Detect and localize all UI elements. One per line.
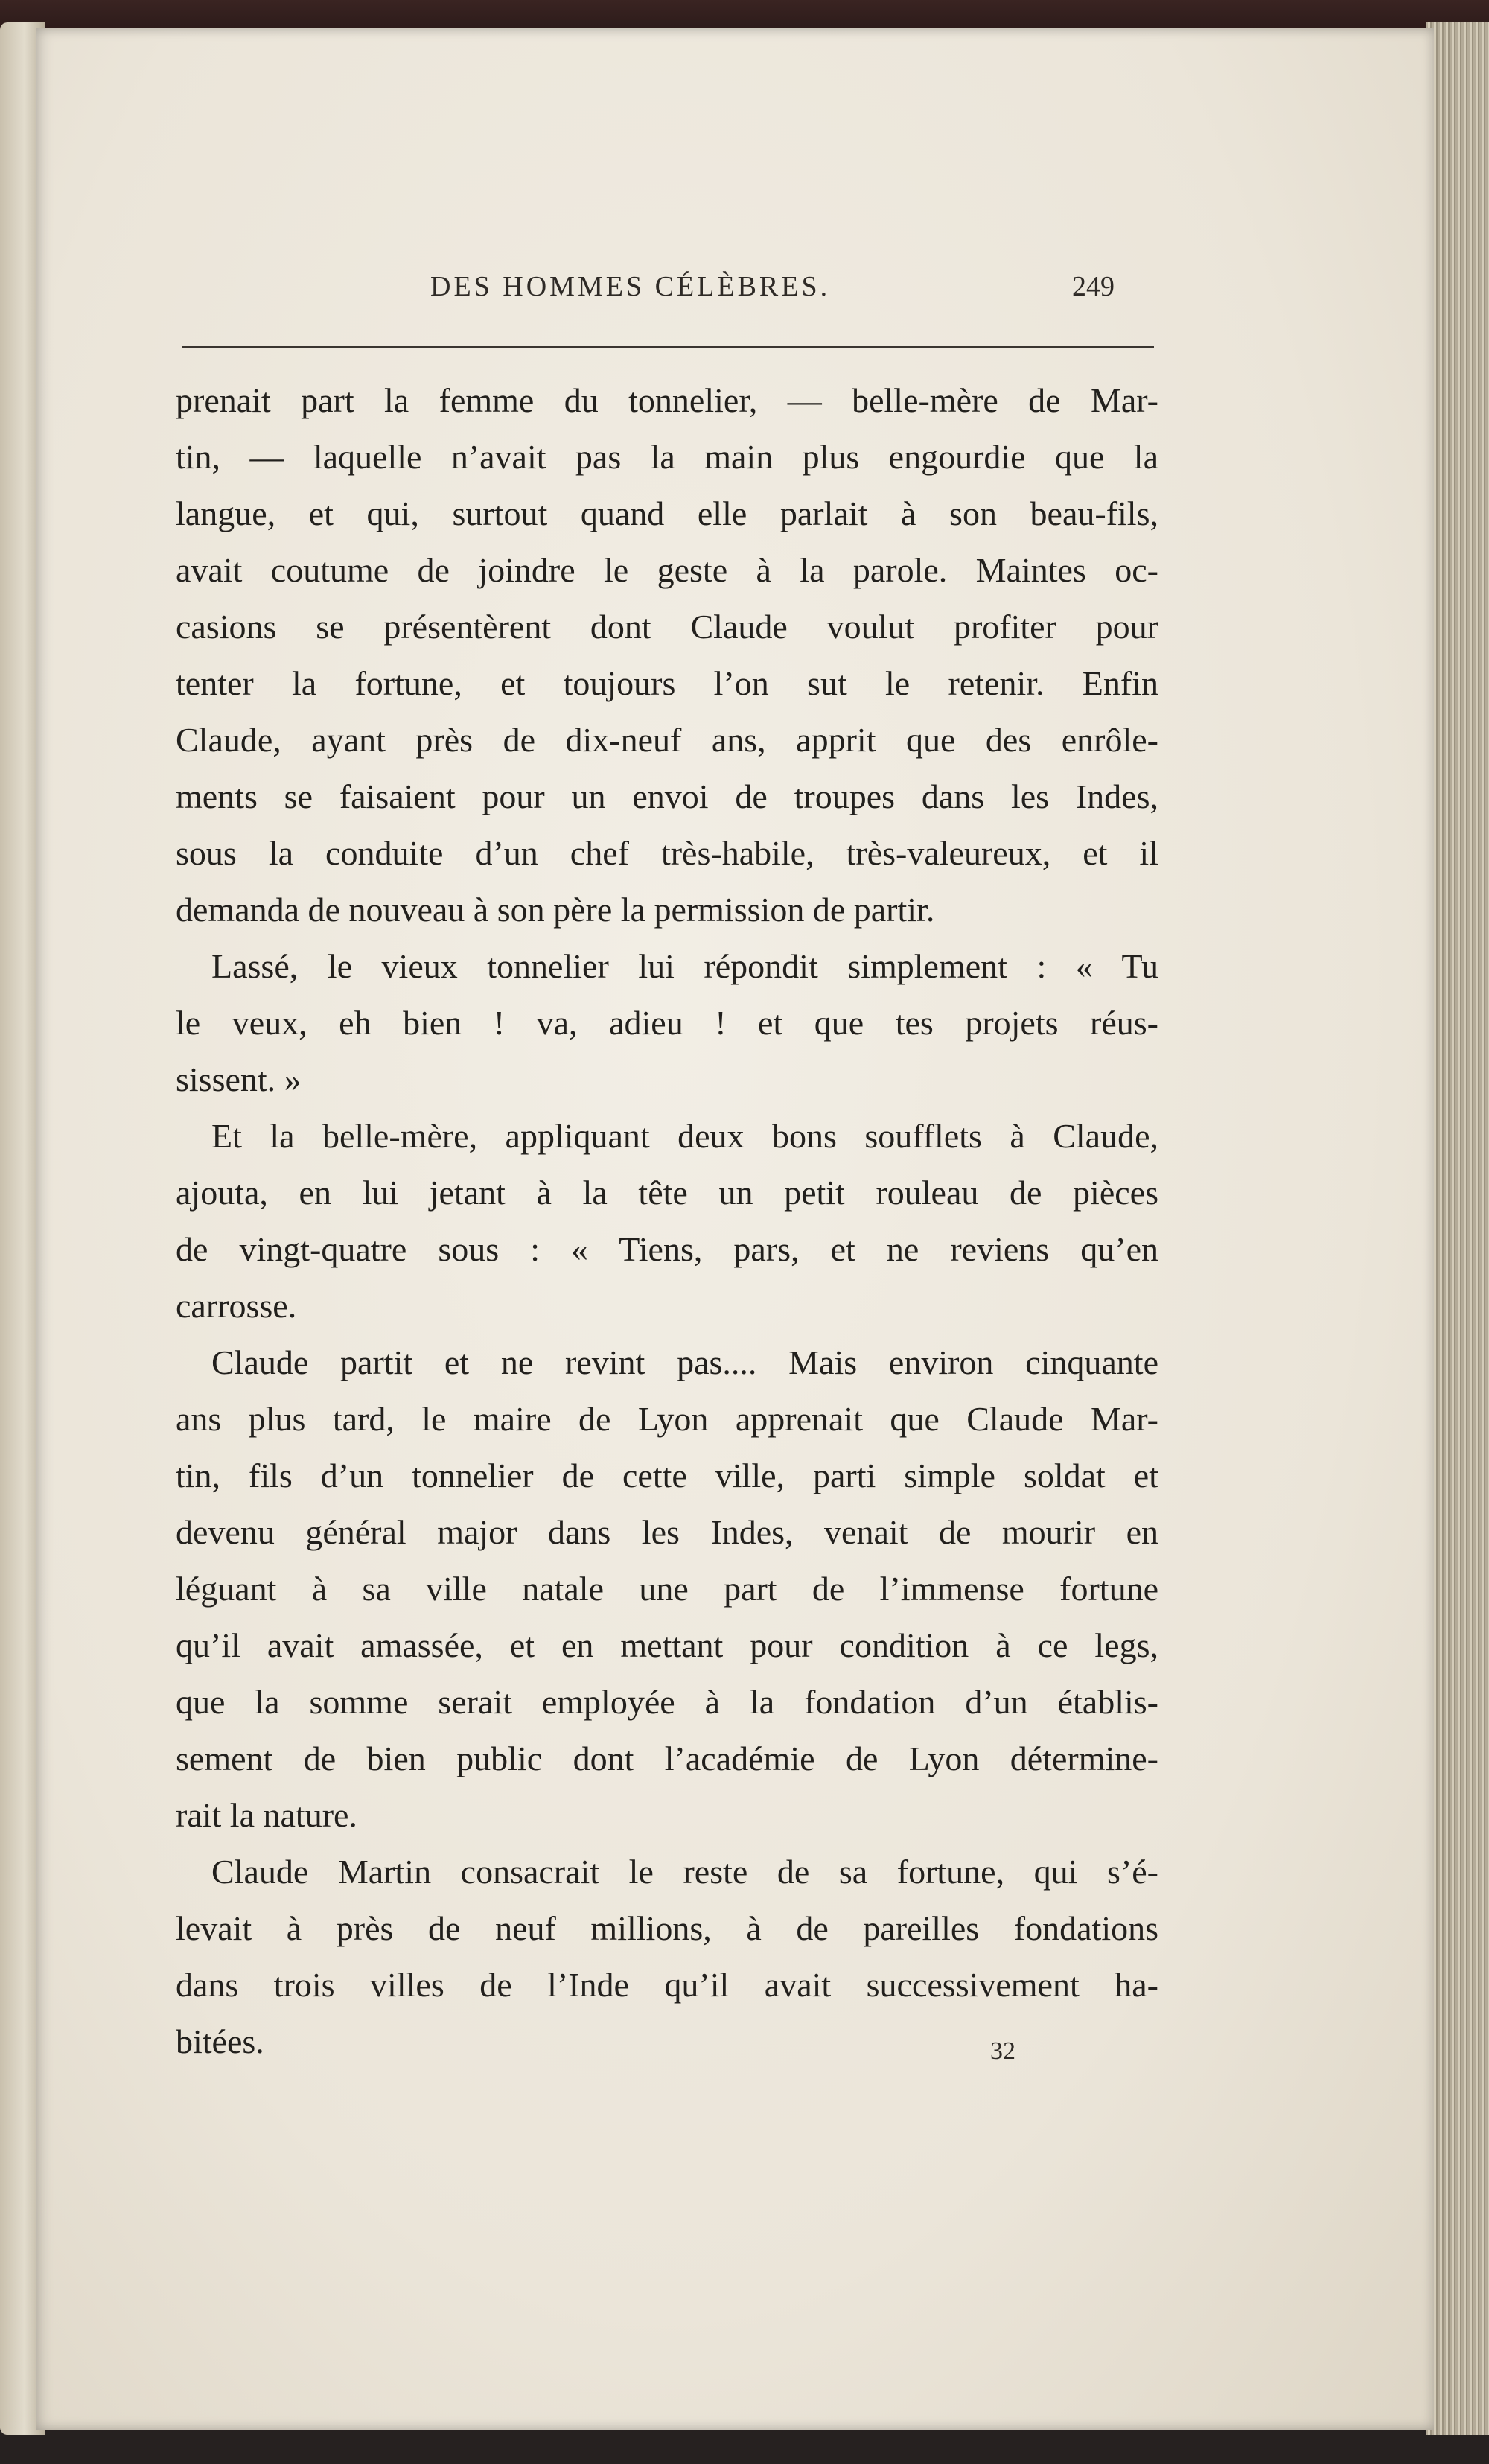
text-line: que la somme serait employée à la fondation d’un établis- (176, 1683, 1158, 1721)
text-line: prenait part la femme du tonnelier, — belle-mère de Mar- (176, 381, 1158, 419)
text-line: langue, et qui, surtout quand elle parlait à son beau-fils, (176, 494, 1158, 532)
text-line: le veux, eh bien ! va, adieu ! et que tes projets réus- (176, 1004, 1158, 1042)
header-rule (182, 346, 1154, 348)
text-line: carrosse. (176, 1287, 297, 1325)
text-line: Lassé, le vieux tonnelier lui répondit simplement : « Tu (211, 947, 1158, 985)
text-line: léguant à sa ville natale une part de l’immense fortune (176, 1570, 1158, 1608)
page-edges (1426, 22, 1489, 2435)
text-line: sous la conduite d’un chef très-habile, très-valeureux, et il (176, 834, 1158, 872)
text-line: dans trois villes de l’Inde qu’il avait successivement ha- (176, 1966, 1158, 2004)
text-line: Et la belle-mère, appliquant deux bons soufflets à Claude, (211, 1117, 1158, 1155)
text-line: levait à près de neuf millions, à de pareilles fondations (176, 1909, 1158, 1947)
text-line: rait la nature. (176, 1796, 357, 1834)
page-number: 249 (1072, 271, 1115, 302)
text-line: devenu général major dans les Indes, venait de mourir en (176, 1513, 1158, 1551)
text-line: Claude partit et ne revint pas.... Mais environ cinquante (211, 1343, 1158, 1381)
text-line: Claude Martin consacrait le reste de sa fortune, qui s’é- (211, 1853, 1158, 1891)
text-line: tin, fils d’un tonnelier de cette ville, parti simple soldat et (176, 1457, 1158, 1494)
text-line: Claude, ayant près de dix-neuf ans, apprit que des enrôle- (176, 721, 1158, 759)
text-line: casions se présentèrent dont Claude voulut profiter pour (176, 608, 1158, 646)
text-line: sissent. » (176, 1060, 302, 1098)
text-line: qu’il avait amassée, et en mettant pour condition à ce legs, (176, 1626, 1158, 1664)
book-page (36, 28, 1434, 2430)
text-line: ajouta, en lui jetant à la tête un petit rouleau de pièces (176, 1174, 1158, 1212)
body-text (176, 372, 1158, 2070)
text-line: bitées. (176, 2022, 264, 2060)
text-line: tenter la fortune, et toujours l’on sut le retenir. Enfin (176, 664, 1158, 702)
text-line: sement de bien public dont l’académie de Lyon détermine- (176, 1739, 1158, 1777)
text-line: tin, — laquelle n’avait pas la main plus engourdie que la (176, 438, 1158, 476)
running-head (36, 270, 1434, 315)
signature-mark: 32 (990, 2037, 1015, 2065)
text-line: demanda de nouveau à son père la permission de partir. (176, 891, 935, 929)
text-line: de vingt-quatre sous : « Tiens, pars, et ne reviens qu’en (176, 1230, 1158, 1268)
text-line: ments se faisaient pour un envoi de troupes dans les Indes, (176, 777, 1158, 815)
running-head-title: DES HOMMES CÉLÈBRES. (430, 271, 831, 302)
text-line: avait coutume de joindre le geste à la parole. Maintes oc- (176, 551, 1158, 589)
text-line: ans plus tard, le maire de Lyon apprenait que Claude Mar- (176, 1400, 1158, 1438)
